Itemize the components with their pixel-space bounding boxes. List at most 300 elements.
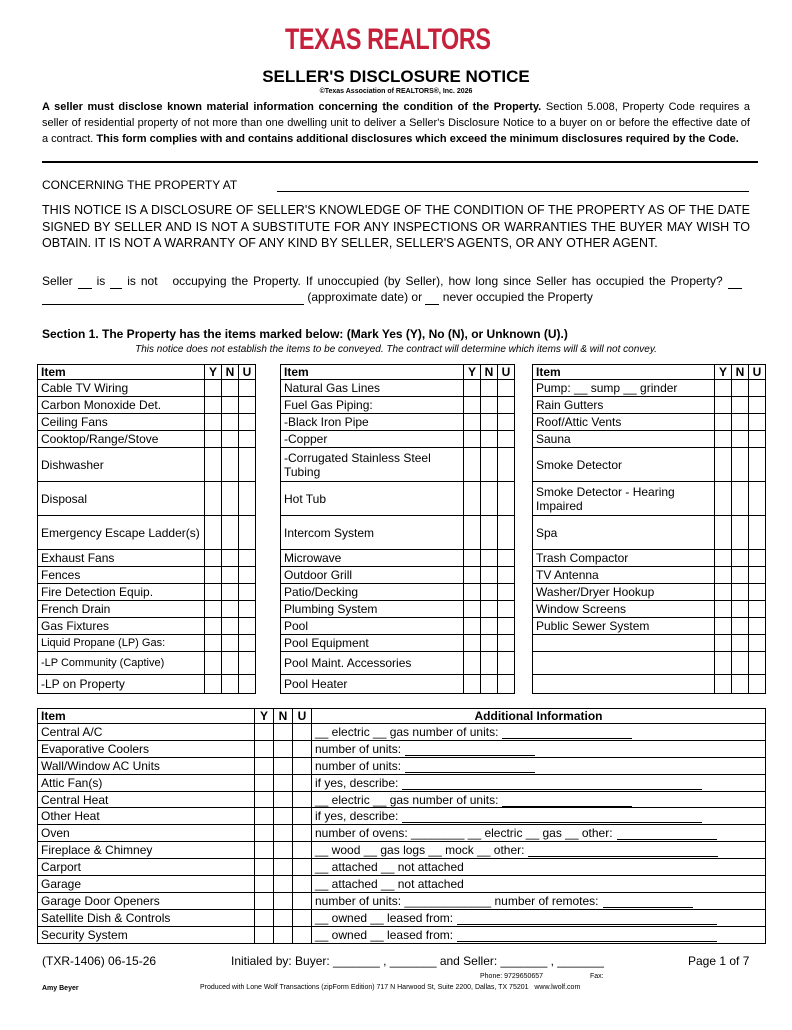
- item-label: Evaporative Coolers: [38, 740, 255, 757]
- additional-info-field[interactable]: [312, 825, 766, 842]
- mark-u-cell[interactable]: [293, 808, 312, 825]
- mark-y-cell[interactable]: [255, 808, 274, 825]
- mark-n-cell[interactable]: [732, 550, 749, 567]
- mark-u-cell[interactable]: [293, 825, 312, 842]
- table-row: [38, 482, 256, 516]
- mark-y-cell[interactable]: [205, 380, 222, 397]
- table-row: [533, 380, 766, 397]
- mark-n-cell[interactable]: [732, 601, 749, 618]
- mark-u-cell[interactable]: [749, 675, 766, 694]
- table-row: [533, 584, 766, 601]
- mark-n-cell[interactable]: [222, 431, 239, 448]
- item-label: Hot Tub: [281, 482, 464, 516]
- mark-y-cell[interactable]: [205, 414, 222, 431]
- mark-u-cell[interactable]: [498, 397, 515, 414]
- mark-n-cell[interactable]: [481, 397, 498, 414]
- item-label: Rain Gutters: [533, 397, 715, 414]
- mark-n-cell[interactable]: [222, 397, 239, 414]
- mark-y-cell[interactable]: [464, 380, 481, 397]
- table-row: [281, 652, 515, 675]
- mark-u-cell[interactable]: [239, 618, 256, 635]
- mark-y-cell[interactable]: [464, 601, 481, 618]
- mark-u-cell[interactable]: [498, 675, 515, 694]
- mark-y-cell[interactable]: [464, 482, 481, 516]
- mark-y-cell[interactable]: [255, 926, 274, 943]
- mark-y-cell[interactable]: [205, 601, 222, 618]
- item-label: TV Antenna: [533, 567, 715, 584]
- item-label: Security System: [38, 926, 255, 943]
- mark-u-cell[interactable]: [749, 516, 766, 550]
- mark-y-cell[interactable]: [464, 652, 481, 675]
- table-row: [281, 567, 515, 584]
- mark-n-cell[interactable]: [481, 431, 498, 448]
- item-label: Fences: [38, 567, 205, 584]
- mark-n-cell[interactable]: [222, 516, 239, 550]
- table-row: [281, 482, 515, 516]
- table-row: [281, 380, 515, 397]
- table-row: [38, 791, 766, 808]
- additional-info-text: __ wood __ gas logs __ mock __ other:: [315, 843, 525, 858]
- mark-n-cell[interactable]: [732, 516, 749, 550]
- mark-y-cell[interactable]: [715, 397, 732, 414]
- table-row: [281, 397, 515, 414]
- mark-n-cell[interactable]: [481, 567, 498, 584]
- fill-in-line[interactable]: [402, 811, 702, 823]
- table-row: [38, 414, 256, 431]
- mark-u-cell[interactable]: [293, 859, 312, 876]
- table-row: [281, 635, 515, 652]
- mark-u-cell[interactable]: [749, 380, 766, 397]
- mark-u-cell[interactable]: [239, 516, 256, 550]
- mark-u-cell[interactable]: [498, 550, 515, 567]
- mark-y-cell[interactable]: [205, 652, 222, 675]
- table-row: [38, 601, 256, 618]
- mark-y-cell[interactable]: [205, 482, 222, 516]
- mark-n-cell[interactable]: [274, 909, 293, 926]
- table-row: [281, 584, 515, 601]
- lwolf-link[interactable]: www.lwolf.com: [534, 984, 581, 991]
- mark-n-cell[interactable]: [274, 791, 293, 808]
- mark-y-cell[interactable]: [255, 909, 274, 926]
- item-label: Sauna: [533, 431, 715, 448]
- item-label: Attic Fan(s): [38, 774, 255, 791]
- mark-n-cell[interactable]: [732, 567, 749, 584]
- mark-u-cell[interactable]: [749, 431, 766, 448]
- mark-y-cell[interactable]: [464, 550, 481, 567]
- mark-n-cell[interactable]: [732, 675, 749, 694]
- item-label: Public Sewer System: [533, 618, 715, 635]
- mark-u-cell[interactable]: [293, 842, 312, 859]
- additional-info-text: number of units:: [315, 741, 402, 756]
- mark-y-cell[interactable]: [255, 876, 274, 893]
- table-header-row: [533, 365, 766, 380]
- mark-u-cell[interactable]: [239, 652, 256, 675]
- table-row: [38, 675, 256, 694]
- header-y: Y: [205, 365, 222, 380]
- mark-y-cell[interactable]: [205, 550, 222, 567]
- additional-info-field[interactable]: [312, 774, 766, 791]
- mark-y-cell[interactable]: [715, 601, 732, 618]
- mark-y-cell[interactable]: [715, 516, 732, 550]
- item-label: Carport: [38, 859, 255, 876]
- mark-y-cell[interactable]: [715, 635, 732, 652]
- item-label: Window Screens: [533, 601, 715, 618]
- fill-in-line[interactable]: [405, 761, 535, 773]
- systems-table: [37, 708, 766, 944]
- table-row: [38, 909, 766, 926]
- additional-info-text: if yes, describe:: [315, 809, 399, 824]
- mark-y-cell[interactable]: [255, 774, 274, 791]
- mark-u-cell[interactable]: [749, 448, 766, 482]
- mark-y-cell[interactable]: [715, 448, 732, 482]
- fill-in-line[interactable]: [502, 727, 632, 739]
- mark-u-cell[interactable]: [498, 380, 515, 397]
- texas-realtors-logo: [279, 23, 519, 57]
- table-row: [533, 414, 766, 431]
- mark-n-cell[interactable]: [274, 808, 293, 825]
- mark-n-cell[interactable]: [222, 584, 239, 601]
- section-1-title: Section 1. The Property has the items marked below: (Mark Yes (Y), No (N), or Unknown (U).): [42, 327, 568, 341]
- mark-u-cell[interactable]: [293, 724, 312, 741]
- mark-u-cell[interactable]: [749, 482, 766, 516]
- additional-info-text: __ attached __ not attached: [315, 876, 464, 891]
- additional-info-text: __ electric __ gas number of units:: [315, 792, 499, 807]
- mark-y-cell[interactable]: [205, 567, 222, 584]
- mark-u-cell[interactable]: [293, 740, 312, 757]
- mark-y-cell[interactable]: [255, 892, 274, 909]
- mark-n-cell[interactable]: [274, 724, 293, 741]
- mark-n-cell[interactable]: [222, 635, 239, 652]
- mark-y-cell[interactable]: [464, 448, 481, 482]
- mark-n-cell[interactable]: [222, 652, 239, 675]
- mark-y-cell[interactable]: [715, 431, 732, 448]
- mark-u-cell[interactable]: [239, 567, 256, 584]
- mark-u-cell[interactable]: [239, 380, 256, 397]
- fill-in-line[interactable]: [457, 930, 717, 942]
- mark-u-cell[interactable]: [293, 926, 312, 943]
- table-row: [38, 842, 766, 859]
- mark-y-cell[interactable]: [464, 618, 481, 635]
- table-row: [281, 414, 515, 431]
- is-not-checkbox[interactable]: [110, 277, 122, 289]
- intro-text: Section 5.008, Property Code requires a seller of residential property of not more than one dwelling unit to deliver a Seller's Disclosure Notice to a buyer on or before the effective date of a contract.: [42, 101, 750, 145]
- mark-y-cell[interactable]: [715, 652, 732, 675]
- additional-info-field[interactable]: [312, 859, 766, 876]
- mark-n-cell[interactable]: [222, 550, 239, 567]
- item-label: Natural Gas Lines: [281, 380, 464, 397]
- mark-n-cell[interactable]: [222, 601, 239, 618]
- mark-n-cell[interactable]: [732, 397, 749, 414]
- table-row: [533, 482, 766, 516]
- mark-u-cell[interactable]: [498, 601, 515, 618]
- table-row: [533, 431, 766, 448]
- mark-y-cell[interactable]: [205, 448, 222, 482]
- occupied-date-field[interactable]: [42, 293, 304, 305]
- mark-n-cell[interactable]: [222, 414, 239, 431]
- mark-u-cell[interactable]: [498, 431, 515, 448]
- mark-u-cell[interactable]: [239, 482, 256, 516]
- item-label: Central Heat: [38, 791, 255, 808]
- item-label: Exhaust Fans: [38, 550, 205, 567]
- mark-u-cell[interactable]: [498, 448, 515, 482]
- mark-u-cell[interactable]: [498, 414, 515, 431]
- mark-u-cell[interactable]: [239, 397, 256, 414]
- header-n: N: [222, 365, 239, 380]
- mark-y-cell[interactable]: [205, 431, 222, 448]
- mark-y-cell[interactable]: [205, 635, 222, 652]
- additional-info-text: __ owned __ leased from:: [315, 910, 454, 925]
- mark-n-cell[interactable]: [222, 448, 239, 482]
- fill-in-line[interactable]: [405, 744, 535, 756]
- mark-n-cell[interactable]: [481, 550, 498, 567]
- mark-u-cell[interactable]: [239, 584, 256, 601]
- mark-y-cell[interactable]: [464, 584, 481, 601]
- mark-n-cell[interactable]: [732, 482, 749, 516]
- mark-y-cell[interactable]: [205, 584, 222, 601]
- table-header-row: [38, 709, 766, 724]
- mark-n-cell[interactable]: [274, 825, 293, 842]
- additional-info-field[interactable]: [312, 892, 766, 909]
- document-title: SELLER'S DISCLOSURE NOTICE: [262, 67, 530, 86]
- item-label: Pump: __ sump __ grinder: [533, 380, 715, 397]
- mark-u-cell[interactable]: [749, 397, 766, 414]
- item-label: Pool Maint. Accessories: [281, 652, 464, 675]
- items-table-3: [532, 364, 766, 694]
- header-u: U: [293, 709, 312, 724]
- additional-info-field[interactable]: [312, 926, 766, 943]
- fill-in-line[interactable]: [457, 913, 717, 925]
- mark-u-cell[interactable]: [498, 618, 515, 635]
- mark-n-cell[interactable]: [274, 859, 293, 876]
- mark-n-cell[interactable]: [222, 618, 239, 635]
- table-row: [38, 926, 766, 943]
- mark-n-cell[interactable]: [274, 926, 293, 943]
- mark-y-cell[interactable]: [464, 414, 481, 431]
- mark-y-cell[interactable]: [255, 757, 274, 774]
- mark-n-cell[interactable]: [732, 618, 749, 635]
- mark-u-cell[interactable]: [749, 567, 766, 584]
- mark-u-cell[interactable]: [293, 757, 312, 774]
- mark-y-cell[interactable]: [255, 724, 274, 741]
- header-n: N: [481, 365, 498, 380]
- mark-n-cell[interactable]: [481, 448, 498, 482]
- mark-u-cell[interactable]: [239, 414, 256, 431]
- mark-u-cell[interactable]: [498, 567, 515, 584]
- mark-u-cell[interactable]: [239, 635, 256, 652]
- additional-info-field[interactable]: [312, 740, 766, 757]
- additional-info-field[interactable]: [312, 791, 766, 808]
- mark-y-cell[interactable]: [464, 431, 481, 448]
- item-label: Fire Detection Equip.: [38, 584, 205, 601]
- intro-bold-1: A seller must disclose known material information concerning the condition of the Property.: [42, 101, 542, 113]
- item-label: Pool Heater: [281, 675, 464, 694]
- mark-u-cell[interactable]: [749, 601, 766, 618]
- mark-n-cell[interactable]: [481, 618, 498, 635]
- additional-info-text: number of ovens: ________ __ electric __ gas __ other:: [315, 826, 613, 841]
- initials-line[interactable]: Initialed by: Buyer: _______ , _______ and Seller: _______ , _______: [231, 954, 604, 968]
- mark-n-cell[interactable]: [732, 635, 749, 652]
- mark-y-cell[interactable]: [255, 791, 274, 808]
- mark-n-cell[interactable]: [732, 584, 749, 601]
- additional-info-text: number of units:: [315, 758, 402, 773]
- item-label: Washer/Dryer Hookup: [533, 584, 715, 601]
- mark-u-cell[interactable]: [498, 635, 515, 652]
- item-label: Other Heat: [38, 808, 255, 825]
- mark-n-cell[interactable]: [274, 876, 293, 893]
- mark-u-cell[interactable]: [293, 791, 312, 808]
- mark-y-cell[interactable]: [464, 635, 481, 652]
- mark-y-cell[interactable]: [464, 675, 481, 694]
- item-label: Garage: [38, 876, 255, 893]
- mark-u-cell[interactable]: [749, 635, 766, 652]
- mark-u-cell[interactable]: [749, 550, 766, 567]
- mark-n-cell[interactable]: [222, 567, 239, 584]
- additional-info-field[interactable]: [312, 876, 766, 893]
- mark-y-cell[interactable]: [255, 859, 274, 876]
- mark-u-cell[interactable]: [498, 652, 515, 675]
- table-row: [281, 675, 515, 694]
- additional-info-field[interactable]: [312, 909, 766, 926]
- item-label: Disposal: [38, 482, 205, 516]
- mark-n-cell[interactable]: [732, 448, 749, 482]
- mark-n-cell[interactable]: [732, 652, 749, 675]
- mark-n-cell[interactable]: [274, 740, 293, 757]
- additional-info-field[interactable]: [312, 757, 766, 774]
- item-label: Satellite Dish & Controls: [38, 909, 255, 926]
- fill-in-line[interactable]: [502, 795, 632, 807]
- items-table-1: [37, 364, 256, 694]
- table-row: [38, 380, 256, 397]
- table-row: [38, 740, 766, 757]
- item-label: -Copper: [281, 431, 464, 448]
- mark-y-cell[interactable]: [205, 516, 222, 550]
- item-label: Smoke Detector - Hearing Impaired: [533, 482, 715, 516]
- item-label: Smoke Detector: [533, 448, 715, 482]
- mark-y-cell[interactable]: [464, 516, 481, 550]
- mark-n-cell[interactable]: [481, 675, 498, 694]
- never-checkbox[interactable]: [425, 293, 439, 305]
- mark-u-cell[interactable]: [239, 675, 256, 694]
- mark-y-cell[interactable]: [255, 825, 274, 842]
- mark-n-cell[interactable]: [274, 892, 293, 909]
- item-label: Spa: [533, 516, 715, 550]
- item-label: French Drain: [38, 601, 205, 618]
- mark-n-cell[interactable]: [222, 675, 239, 694]
- table-row: [38, 859, 766, 876]
- mark-n-cell[interactable]: [481, 652, 498, 675]
- fill-in-line[interactable]: [603, 896, 693, 908]
- mark-n-cell[interactable]: [481, 584, 498, 601]
- mark-u-cell[interactable]: [293, 909, 312, 926]
- table-row: [533, 516, 766, 550]
- page-number: Page 1 of 7: [688, 954, 750, 968]
- item-label: Fireplace & Chimney: [38, 842, 255, 859]
- mark-y-cell[interactable]: [715, 618, 732, 635]
- item-label: Plumbing System: [281, 601, 464, 618]
- mark-y-cell[interactable]: [715, 482, 732, 516]
- mark-u-cell[interactable]: [293, 876, 312, 893]
- table-row: [38, 431, 256, 448]
- mark-n-cell[interactable]: [274, 842, 293, 859]
- table-row: [533, 567, 766, 584]
- mark-n-cell[interactable]: [732, 414, 749, 431]
- mark-n-cell[interactable]: [732, 431, 749, 448]
- mark-n-cell[interactable]: [274, 774, 293, 791]
- mark-y-cell[interactable]: [205, 675, 222, 694]
- mark-n-cell[interactable]: [481, 516, 498, 550]
- mark-u-cell[interactable]: [239, 448, 256, 482]
- fill-in-line[interactable]: [402, 778, 702, 790]
- fill-in-line[interactable]: [528, 845, 718, 857]
- is-checkbox[interactable]: [78, 277, 92, 289]
- mark-u-cell[interactable]: [239, 601, 256, 618]
- header-y: Y: [715, 365, 732, 380]
- mark-u-cell[interactable]: [749, 584, 766, 601]
- mark-u-cell[interactable]: [749, 618, 766, 635]
- mark-y-cell[interactable]: [715, 567, 732, 584]
- additional-info-text: __ electric __ gas number of units:: [315, 724, 499, 739]
- mark-u-cell[interactable]: [239, 550, 256, 567]
- occupied-blank[interactable]: [728, 277, 742, 289]
- section-1-note: This notice does not establish the items to be conveyed. The contract will determine which items will & will not convey.: [135, 344, 657, 355]
- additional-info-text: __ attached __ not attached: [315, 860, 464, 875]
- mark-y-cell[interactable]: [464, 567, 481, 584]
- item-label: Pool Equipment: [281, 635, 464, 652]
- mark-y-cell[interactable]: [715, 414, 732, 431]
- mark-n-cell[interactable]: [222, 482, 239, 516]
- mark-y-cell[interactable]: [715, 584, 732, 601]
- mark-n-cell[interactable]: [732, 380, 749, 397]
- additional-info-field[interactable]: [312, 842, 766, 859]
- mark-y-cell[interactable]: [715, 675, 732, 694]
- mark-n-cell[interactable]: [481, 601, 498, 618]
- mark-y-cell[interactable]: [464, 397, 481, 414]
- property-address-field[interactable]: [277, 191, 749, 192]
- table-row: [38, 567, 256, 584]
- mark-u-cell[interactable]: [293, 774, 312, 791]
- mark-n-cell[interactable]: [481, 414, 498, 431]
- mark-u-cell[interactable]: [498, 516, 515, 550]
- item-label: Gas Fixtures: [38, 618, 205, 635]
- item-label: Trash Compactor: [533, 550, 715, 567]
- mark-u-cell[interactable]: [239, 431, 256, 448]
- mark-u-cell[interactable]: [293, 892, 312, 909]
- mark-n-cell[interactable]: [481, 482, 498, 516]
- mark-u-cell[interactable]: [749, 414, 766, 431]
- mark-u-cell[interactable]: [498, 584, 515, 601]
- additional-info-field[interactable]: [312, 808, 766, 825]
- mark-y-cell[interactable]: [205, 397, 222, 414]
- mark-n-cell[interactable]: [274, 757, 293, 774]
- fill-in-line[interactable]: [617, 828, 717, 840]
- mark-n-cell[interactable]: [481, 380, 498, 397]
- mark-u-cell[interactable]: [749, 652, 766, 675]
- additional-info-field[interactable]: [312, 724, 766, 741]
- item-label: [533, 675, 715, 694]
- mark-y-cell[interactable]: [255, 740, 274, 757]
- item-label: Carbon Monoxide Det.: [38, 397, 205, 414]
- table-row: [281, 618, 515, 635]
- mark-y-cell[interactable]: [255, 842, 274, 859]
- item-label: Cooktop/Range/Stove: [38, 431, 205, 448]
- mark-u-cell[interactable]: [498, 482, 515, 516]
- mark-y-cell[interactable]: [205, 618, 222, 635]
- mark-y-cell[interactable]: [715, 550, 732, 567]
- mark-y-cell[interactable]: [715, 380, 732, 397]
- mark-n-cell[interactable]: [222, 380, 239, 397]
- mark-n-cell[interactable]: [481, 635, 498, 652]
- item-label: Cable TV Wiring: [38, 380, 205, 397]
